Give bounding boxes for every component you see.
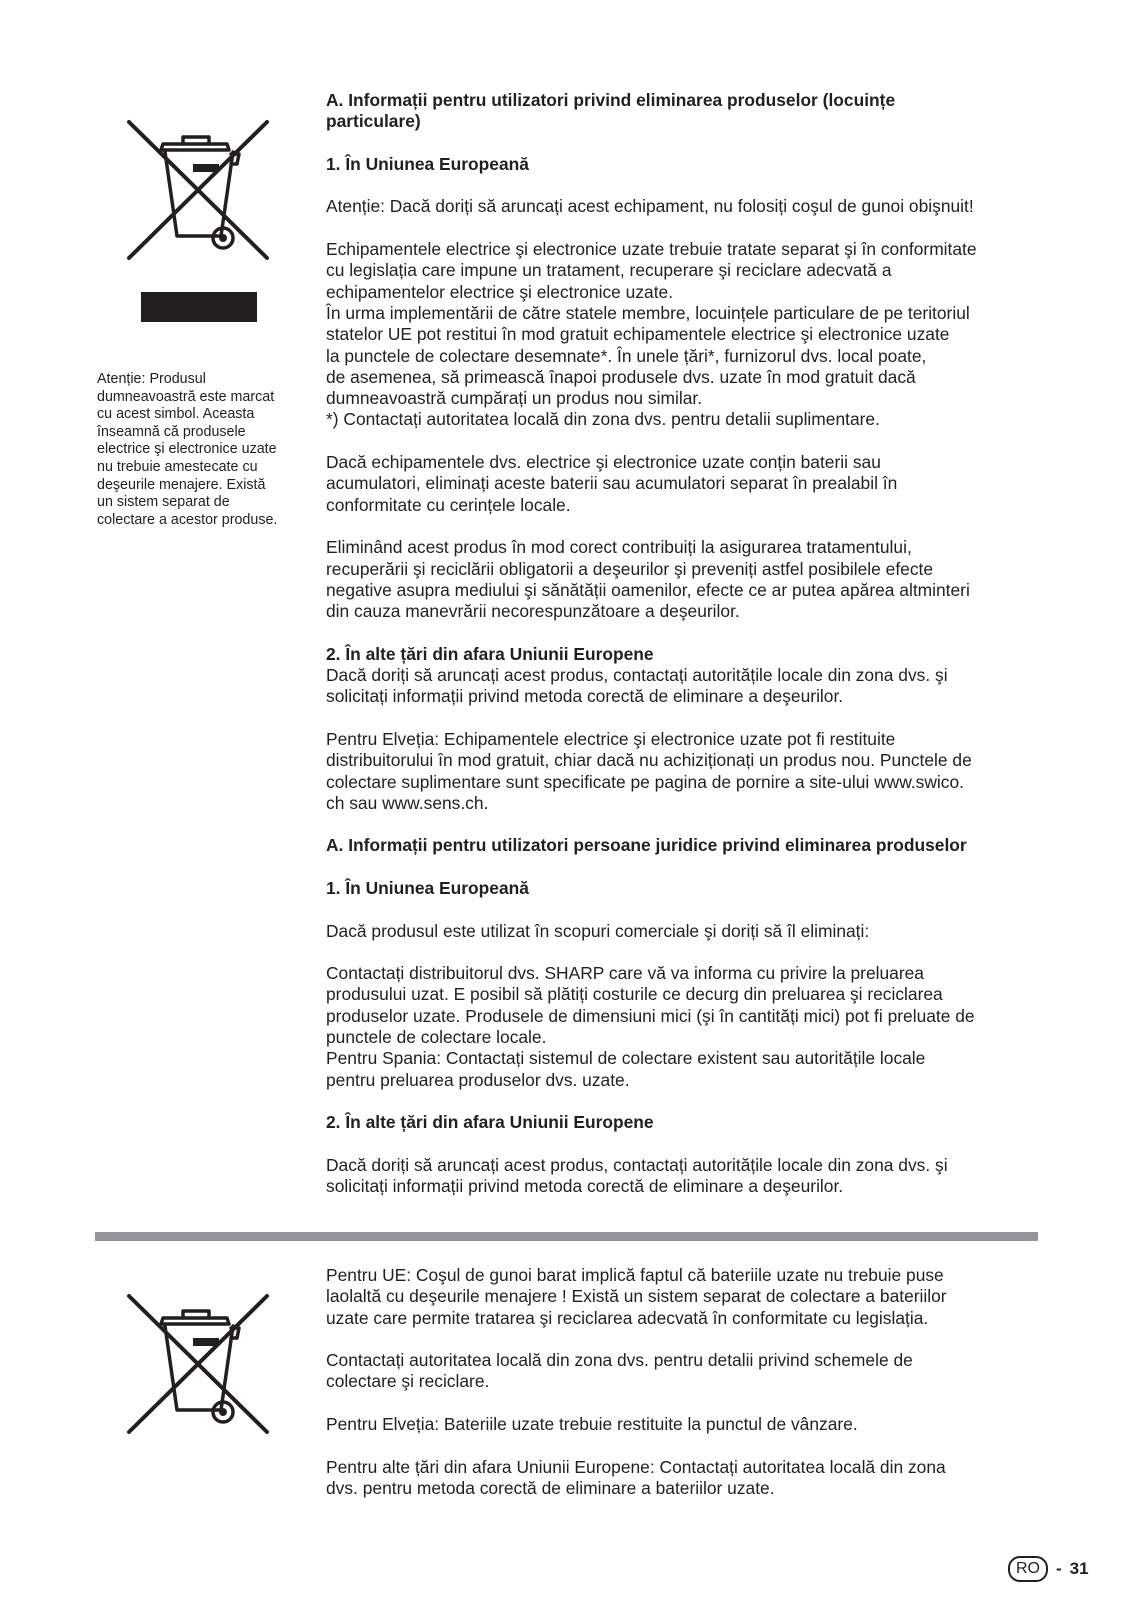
section1-warning: Atenție: Dacă doriți să aruncați acest echipament, nu folosiți coşul de gunoi obişnuit!: [326, 196, 974, 217]
section1-paragraph: Dacă echipamentele dvs. electrice şi electronice uzate conțin baterii sau acumulatori, eliminați aceste baterii sau acumulatori separat în prealabil în conformitate cu cerințele locale.: [326, 452, 898, 515]
section2-title: A. Informații pentru utilizatori persoane juridice privind eliminarea produselor: [326, 835, 967, 856]
page-number: 31: [1069, 1559, 1089, 1578]
side-note-line: înseamnă că produsele: [97, 423, 246, 440]
section1-non-eu-heading: 2. În alte țări din afara Uniunii Europene: [326, 643, 654, 664]
section1-title: A. Informații pentru utilizatori privind eliminarea produselor (locuințe particulare): [326, 90, 896, 132]
section2-intro: Dacă produsul este utilizat în scopuri comerciale şi doriți să îl eliminați:: [326, 920, 870, 941]
side-note-line: nu trebuie amestecate cu: [97, 458, 258, 475]
batteries-paragraph: Pentru alte țări din afara Uniunii Europene: Contactați autoritatea locală din zona dvs. pentru metoda corectă de eliminare a bateriilor uzate.: [326, 1456, 946, 1498]
side-note-line: colectare a acestor produse.: [97, 511, 278, 528]
batteries-paragraph: Contactați autoritatea locală din zona dvs. pentru detalii privind schemele de colectare şi reciclare.: [326, 1350, 913, 1392]
section1-paragraph: Pentru Elveția: Echipamentele electrice şi electronice uzate pot fi restituite distribuitorului în mod gratuit, chiar dacă nu achiziționați un produs nou. Punctele de colectare suplimentare sunt specificate pe pagina de pornire a site-ului www.swico. ch sau www.sens.ch.: [326, 728, 972, 813]
language-badge: RO: [1008, 1556, 1048, 1582]
side-note-line: Atenție: Produsul: [97, 371, 206, 387]
section1-paragraph: Echipamentele electrice şi electronice uzate trebuie tratate separat şi în conformitate cu legislația care impune un tratament, recuperare şi reciclare adecvată a echipamentelor electrice şi electronice uzate. În urma implementării de către statele membre, locuințele particulare de pe teritoriul statelor UE pot restitui în mod gratuit echipamentele electrice şi electronice uzate la punctele de colectare desemnate*. În unele țări*, furnizorul dvs. local poate, de asemenea, să primească înapoi produsele dvs. uzate în mod gratuit dacă dumneavoastră cumpărați un produs nou similar. *) Contactați autoritatea locală din zona dvs. pentru detalii suplimentare.: [326, 239, 977, 430]
page-number-separator: -: [1056, 1559, 1062, 1578]
crossed-out-wheelie-bin-icon: [125, 1292, 273, 1442]
section2-paragraph: Contactați distribuitorul dvs. SHARP care vă va informa cu privire la preluarea produsului uzat. E posibil să plătiți costurile ce decurg din preluarea şi reciclarea produselor uzate. Produsele de dimensiuni mici (şi în cantități mici) pot fi preluate de punctele de colectare locale. Pentru Spania: Contactați sistemul de colectare existent sau autoritățile locale pentru preluarea produselor dvs. uzate.: [326, 963, 975, 1090]
section1-eu-heading: 1. În Uniunea Europeană: [326, 153, 529, 174]
side-note-line: deşeurile menajere. Există: [97, 476, 266, 493]
page-footer: [1008, 1556, 1089, 1582]
side-note-line: dumneavoastră este marcat: [97, 388, 275, 405]
section1-paragraph: Eliminând acest produs în mod corect contribuiți la asigurarea tratamentului, recuperării şi reciclării obligatorii a deşeurilor şi preveniți astfel posibilele efecte negative asupra mediului şi sănătății oamenilor, efecte ce ar putea apărea altminteri din cauza manevrării necorespunzătoare a deşeurilor.: [326, 537, 970, 622]
section2-non-eu-heading: 2. În alte țări din afara Uniunii Europene: [326, 1112, 654, 1133]
batteries-paragraph: Pentru UE: Coşul de gunoi barat implică faptul că bateriile uzate nu trebuie puse laolaltă cu deşeurile menajere ! Există un sistem separat de colectare a bateriilor uzate care permite tratarea şi reciclarea adecvată în conformitate cu legislația.: [326, 1265, 947, 1328]
section2-eu-heading: 1. În Uniunea Europeană: [326, 877, 529, 898]
crossed-out-wheelie-bin-icon: [125, 118, 273, 268]
main-content: [326, 90, 1038, 1219]
section-divider: [95, 1232, 1038, 1241]
side-note: [97, 371, 307, 529]
side-note-line: cu acest simbol. Aceasta: [97, 406, 255, 423]
batteries-content: [326, 1265, 1038, 1521]
section2-paragraph: Dacă doriți să aruncați acest produs, contactați autoritățile locale din zona dvs. şi solicitați informații privind metoda corectă de eliminare a deşeurilor.: [326, 1154, 948, 1197]
section1-paragraph: Dacă doriți să aruncați acest produs, contactați autoritățile locale din zona dvs. şi solicitați informații privind metoda corectă de eliminare a deşeurilor.: [326, 665, 948, 707]
black-bar-marker: [141, 292, 257, 322]
side-note-line: un sistem separat de: [97, 494, 230, 511]
batteries-paragraph: Pentru Elveția: Bateriile uzate trebuie restituite la punctul de vânzare.: [326, 1414, 858, 1435]
side-note-line: electrice şi electronice uzate: [97, 441, 277, 458]
